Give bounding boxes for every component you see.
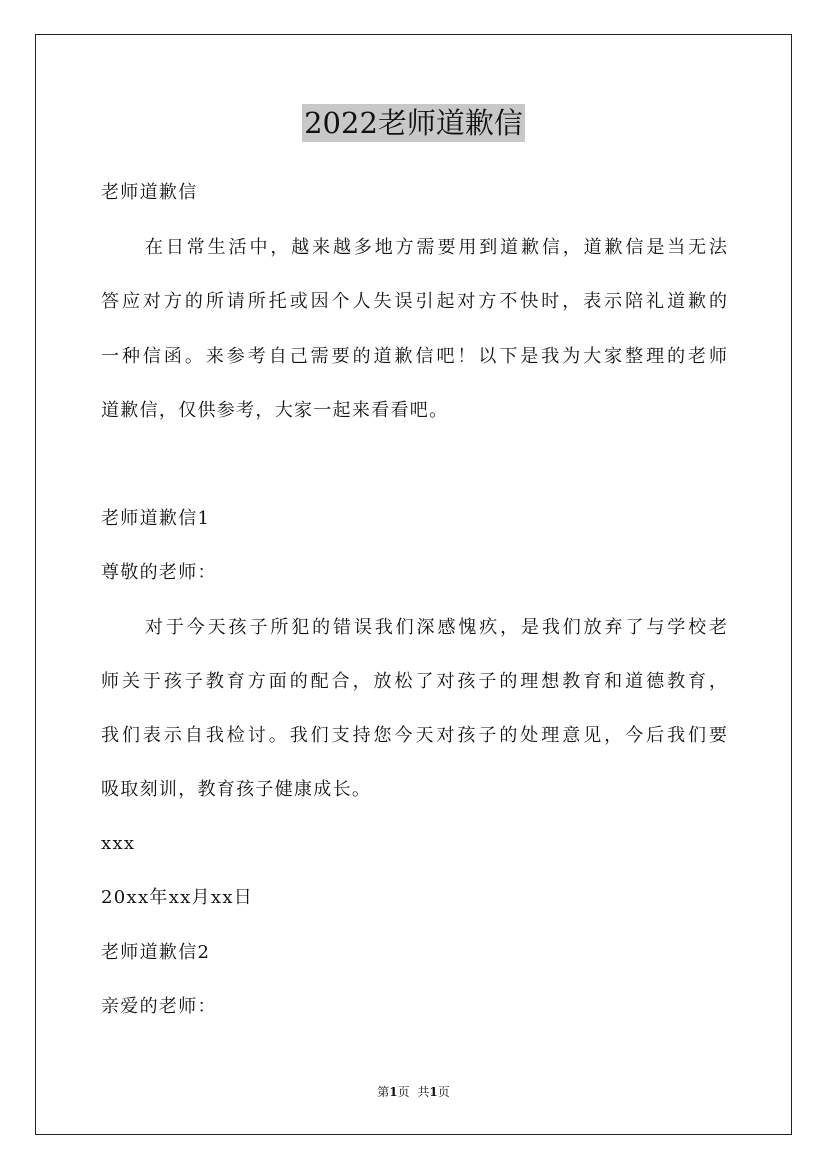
letter1-signature: xxx [101, 833, 136, 854]
intro-line-3: 一种信函。来参考自己需要的道歉信吧！以下是我为大家整理的老师 [101, 346, 727, 367]
letter2-title: 老师道歉信2 [101, 942, 211, 963]
footer-total-suffix: 页 [437, 1085, 450, 1099]
letter1-body-line-3: 我们表示自我检讨。我们支持您今天对孩子的处理意见，今后我们要 [101, 725, 727, 746]
footer-total-prefix: 共 [417, 1085, 430, 1099]
footer-total-num: 1 [429, 1085, 438, 1099]
title-wrap [0, 104, 827, 142]
letter1-greeting: 尊敬的老师： [101, 562, 217, 583]
intro-line-2: 答应对方的所请所托或因个人失误引起对方不快时，表示陪礼道歉的 [101, 291, 727, 312]
footer-page-num: 1 [389, 1085, 398, 1099]
letter1-date: 20xx年xx月xx日 [101, 887, 254, 908]
letter1-body-line-1: 对于今天孩子所犯的错误我们深感愧疚，是我们放弃了与学校老 [145, 617, 727, 638]
letter2-greeting: 亲爱的老师： [101, 996, 217, 1017]
letter1-title: 老师道歉信1 [101, 508, 211, 529]
footer-page-mid: 页 [397, 1085, 410, 1099]
document-title: 2022老师道歉信 [304, 106, 523, 140]
letter1-body-line-2: 师关于孩子教育方面的配合，放松了对孩子的理想教育和道德教育， [101, 671, 727, 692]
footer-page-prefix: 第 [377, 1085, 390, 1099]
section-heading: 老师道歉信 [101, 182, 198, 203]
letter1-body-line-4: 吸取刻训，教育孩子健康成长。 [101, 779, 372, 800]
intro-line-4: 道歉信，仅供参考，大家一起来看看吧。 [101, 400, 449, 421]
intro-line-1: 在日常生活中，越来越多地方需要用到道歉信，道歉信是当无法 [145, 237, 727, 258]
page-footer [0, 1084, 827, 1100]
